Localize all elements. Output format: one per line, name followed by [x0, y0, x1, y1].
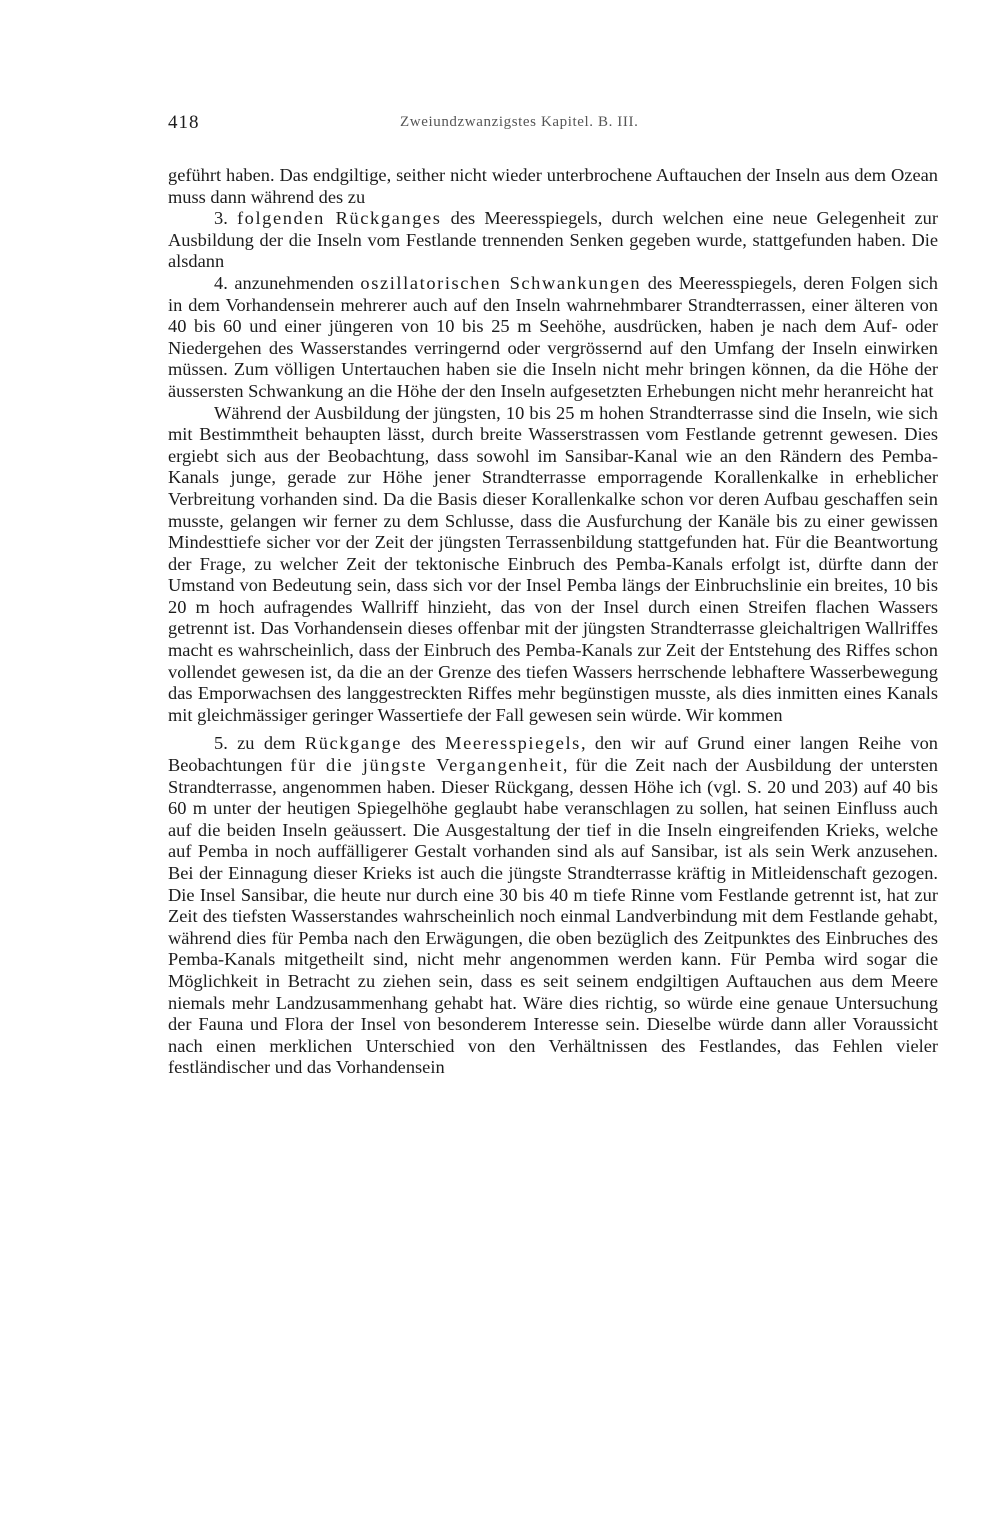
paragraph-3 [168, 273, 938, 403]
paragraph-1: geführt haben. Das endgiltige, seither nicht wieder unterbrochene Auftauchen der Inseln aus dem Ozean muss dann während des zu [168, 165, 938, 207]
item-number: 3. [214, 208, 228, 229]
item-number: 5. [214, 733, 228, 754]
spaced-emphasis: Meeresspiegels [445, 733, 581, 754]
body-text [168, 165, 938, 1079]
paragraph-lead: zu dem [237, 733, 305, 754]
spaced-emphasis: für die jüngste Vergangenheit [290, 755, 563, 776]
paragraph-text: des Meeresspiegels, durch welchen eine neue Gelegenheit zur Ausbildung der die Inseln vom Festlande trennenden Senken gegeben wurde, stattgefunden haben. Die alsdann [168, 208, 938, 272]
spaced-emphasis: Rückgange [304, 733, 402, 754]
paragraph-text: , den wir auf Grund einer langen Reihe von Beobachtungen [168, 733, 938, 776]
paragraph-text: des Meeresspiegels, deren Folgen sich in dem Vorhandensein mehrerer auch auf den Inseln wahrnehmbarer Strandterrassen, einer älteren von 40 bis 60 und einer jüngeren von 10 bis 25 m Seehöhe, ausdrücken, haben je nach dem Auf- oder Niedergehen des Wasserstandes verringernd oder vergrössernd auf den Umfang der Inseln einwirken müssen. Zum völligen Untertauchen haben sie die Inseln nicht mehr bringen können, da die Höhe der äussersten Schwankung an die Höhe der den Inseln aufgesetzten Erhebungen nicht mehr heranreicht hat [168, 272, 938, 401]
paragraph-2 [168, 208, 938, 273]
running-head: Zweiundzwanzigstes Kapitel. B. III. [400, 114, 639, 130]
paragraph-5 [168, 733, 938, 1079]
page-header [168, 112, 938, 136]
spaced-emphasis: folgenden Rückganges [236, 208, 442, 229]
paragraph-text: , für die Zeit nach der Ausbildung der untersten Strandterrasse, angenommen haben. Dieser Rückgang, dessen Höhe ich (vgl. S. 20 und 203) auf 40 bis 60 m unter der heutigen Spiegelhöhe geglaubt habe veranschlagen zu sollen, hat seinen Einfluss auch auf die beiden Inseln geäussert. Die Ausgestaltung der tief in die Inseln eingreifenden Krieks, welche auf Pemba in noch auffälligerer Gestalt vorhanden sind als auf Sansibar, ist als sein Werk anzusehen. Bei der Einnagung dieser Krieks ist auch die jüngste Strandterrasse kräftig in Mitleidenschaft gezogen. Die Insel Sansibar, die heute nur durch eine 30 bis 40 m tiefe Rinne vom Festlande getrennt ist, hat zur Zeit des tiefsten Wasserstandes wahrscheinlich noch einmal Landverbindung mit dem Festlande gehabt, während dies für Pemba nach den Erwägungen, die oben bezüglich des Zeitpunktes des Einbruches des Pemba-Kanals mitgetheilt sind, nicht mehr angenommen werden kann. Für Pemba wird sogar die Möglichkeit in Betracht zu ziehen sein, dass es seit seinem endgiltigen Auftauchen aus dem Meere niemals mehr Landzusammenhang gehabt hat. Wäre dies richtig, so würde eine genaue Untersuchung der Fauna und Flora der Insel von besonderem Interesse sein. Dieselbe würde dann aller Voraussicht nach einen merklichen Unterschied von den Verhältnissen des Festlandes, das Fehlen vieler festländischer und das Vorhandensein [168, 755, 939, 1078]
paragraph-4: Während der Ausbildung der jüngsten, 10 bis 25 m hohen Strandterrasse sind die Inseln, wie sich mit Bestimmtheit behaupten lässt, durch breite Wasserstrassen vom Festlande getrennt gewesen. Dies ergiebt sich aus der Beobachtung, dass sowohl im Sansibar-Kanal wie an den Rändern des Pemba-Kanals junge, gerade zur Höhe jener Strandterrasse emporragende Korallenkalke in erheblicher Verbreitung vorhanden sind. Da die Basis dieser Korallenkalke schon vor deren Aufbau geschaffen sein musste, gelangen wir ferner zu dem Schlusse, dass die Ausfurchung der Kanäle bis zu einer gewissen Mindesttiefe sicher vor der Zeit der jüngsten Terrassenbildung stattgefunden hat. Für die Beantwortung der Frage, zu welcher Zeit der tektonische Einbruch des Pemba-Kanals erfolgt ist, dürfte dann der Umstand von Bedeutung sein, dass sich vor der Insel Pemba längs der Einbruchslinie ein breites, 10 bis 20 m hoch aufragendes Wallriff hinzieht, das von der Insel durch einen Streifen flachen Wassers getrennt ist. Das Vorhandensein dieses offenbar mit der jüngsten Strandterrasse gleichaltrigen Wallriffes macht es wahrscheinlich, dass der Einbruch des Pemba-Kanals zur Zeit der Entstehung des Riffes schon vollendet gewesen ist, da die an der Grenze des tiefen Wassers herrschende lebhaftere Wasserbewegung das Emporwachsen des langgestreckten Riffes mehr begünstigen musste, als dies inmitten eines Kanals mit gleichmässiger geringer Wassertiefe der Fall gewesen sein würde. Wir kommen [168, 402, 938, 725]
page-number: 418 [168, 112, 200, 133]
item-number: 4. [214, 272, 228, 293]
paragraph-lead: anzunehmenden [234, 272, 361, 293]
paragraph-text: des [401, 733, 446, 754]
spaced-emphasis: oszillatorischen Schwankungen [360, 272, 642, 293]
